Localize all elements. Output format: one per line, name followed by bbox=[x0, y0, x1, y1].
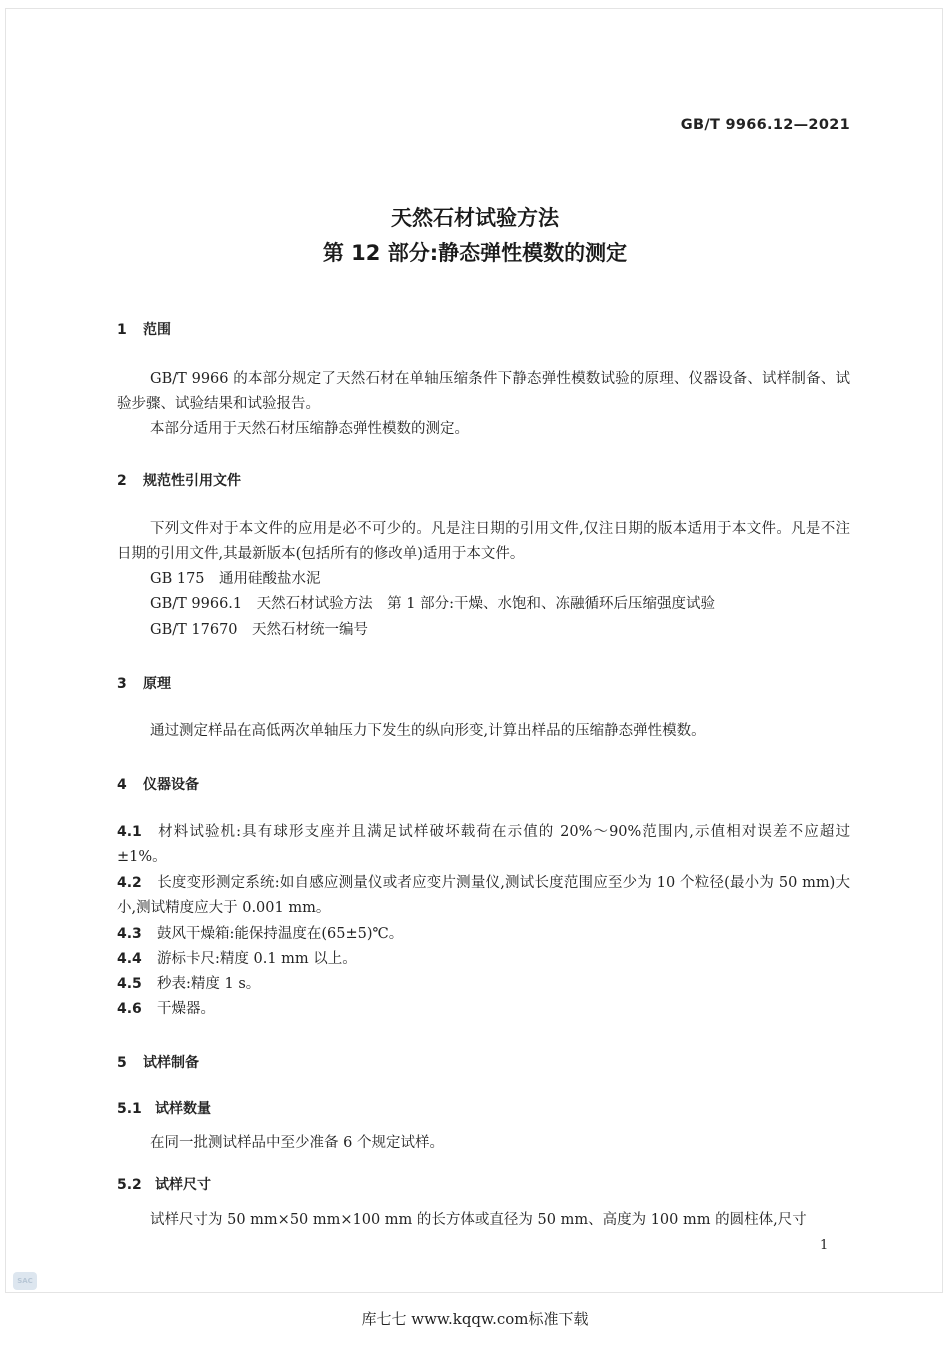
section-heading-2 bbox=[117, 470, 241, 490]
reference-item: GB 175 通用硅酸盐水泥 bbox=[150, 571, 321, 587]
section-number: 5 bbox=[117, 1055, 127, 1071]
reference-item: GB/T 17670 天然石材统一编号 bbox=[150, 622, 369, 638]
section-title: 仪器设备 bbox=[143, 777, 199, 793]
section-number: 1 bbox=[117, 322, 127, 338]
page-number: 1 bbox=[820, 1238, 829, 1253]
item-text: 鼓风干燥箱:能保持温度在(65±5)℃。 bbox=[157, 926, 404, 942]
download-footer: 库七七 www.kqqw.com标准下载 bbox=[361, 1310, 589, 1328]
paragraph: 下列文件对于本文件的应用是必不可少的。凡是注日期的引用文件,仅注日期的版本适用于本文件。凡是不注日期的引用文件,其最新版本(包括所有的修改单)适用于本文件。 bbox=[117, 521, 850, 562]
subsection-heading-5-1 bbox=[117, 1098, 211, 1118]
paragraph: GB/T 9966 的本部分规定了天然石材在单轴压缩条件下静态弹性模数试验的原理、仪器设备、试样制备、试验步骤、试验结果和试验报告。 bbox=[117, 371, 850, 412]
item-number: 4.3 bbox=[117, 926, 142, 942]
section-number: 2 bbox=[117, 473, 127, 489]
section-heading-1 bbox=[117, 319, 171, 339]
equipment-item-4-1 bbox=[117, 820, 850, 870]
section-title: 规范性引用文件 bbox=[143, 473, 241, 489]
item-text: 长度变形测定系统:如自感应测量仪或者应变片测量仪,测试长度范围应至少为 10 个粒径(最小为 50 mm)大小,测试精度应大于 0.001 mm。 bbox=[117, 875, 850, 916]
equipment-item-4-3 bbox=[117, 922, 850, 947]
section-heading-4 bbox=[117, 774, 199, 794]
section-title: 原理 bbox=[143, 676, 171, 692]
item-number: 4.1 bbox=[117, 824, 142, 840]
paragraph: 在同一批测试样品中至少准备 6 个规定试样。 bbox=[150, 1135, 444, 1151]
section-title: 试样制备 bbox=[143, 1055, 199, 1071]
equipment-item-4-2 bbox=[117, 871, 850, 921]
item-text: 材料试验机:具有球形支座并且满足试样破坏载荷在示值的 20%～90%范围内,示值相对误差不应超过±1%。 bbox=[117, 824, 850, 865]
subsection-number: 5.2 bbox=[117, 1177, 142, 1193]
watermark-text: SAC bbox=[17, 1277, 33, 1285]
standard-code: GB/T 9966.12—2021 bbox=[680, 117, 850, 133]
section-heading-3 bbox=[117, 673, 171, 693]
paragraph: 本部分适用于天然石材压缩静态弹性模数的测定。 bbox=[150, 421, 469, 437]
item-number: 4.4 bbox=[117, 951, 142, 967]
item-text: 游标卡尺:精度 0.1 mm 以上。 bbox=[157, 951, 357, 967]
equipment-item-4-4 bbox=[117, 947, 850, 972]
document-title-line2: 第 12 部分:静态弹性模数的测定 bbox=[322, 241, 628, 265]
sac-watermark-logo bbox=[13, 1272, 37, 1290]
section-number: 4 bbox=[117, 777, 127, 793]
section-number: 3 bbox=[117, 676, 127, 692]
item-number: 4.5 bbox=[117, 976, 142, 992]
subsection-heading-5-2 bbox=[117, 1174, 211, 1194]
subsection-title: 试样数量 bbox=[155, 1101, 211, 1117]
item-number: 4.2 bbox=[117, 875, 142, 891]
item-text: 秒表:精度 1 s。 bbox=[157, 976, 261, 992]
subsection-title: 试样尺寸 bbox=[155, 1177, 211, 1193]
subsection-number: 5.1 bbox=[117, 1101, 142, 1117]
section-title: 范围 bbox=[143, 322, 171, 338]
reference-item: GB/T 9966.1 天然石材试验方法 第 1 部分:干燥、水饱和、冻融循环后压缩强度试验 bbox=[150, 596, 715, 612]
equipment-item-4-5 bbox=[117, 972, 850, 997]
item-number: 4.6 bbox=[117, 1001, 142, 1017]
paragraph: 通过测定样品在高低两次单轴压力下发生的纵向形变,计算出样品的压缩静态弹性模数。 bbox=[150, 723, 706, 739]
document-title-line1: 天然石材试验方法 bbox=[391, 206, 559, 230]
section-heading-5 bbox=[117, 1052, 199, 1072]
paragraph: 试样尺寸为 50 mm×50 mm×100 mm 的长方体或直径为 50 mm、高度为 100 mm 的圆柱体,尺寸 bbox=[150, 1212, 807, 1228]
equipment-item-4-6 bbox=[117, 997, 850, 1022]
item-text: 干燥器。 bbox=[157, 1001, 215, 1017]
